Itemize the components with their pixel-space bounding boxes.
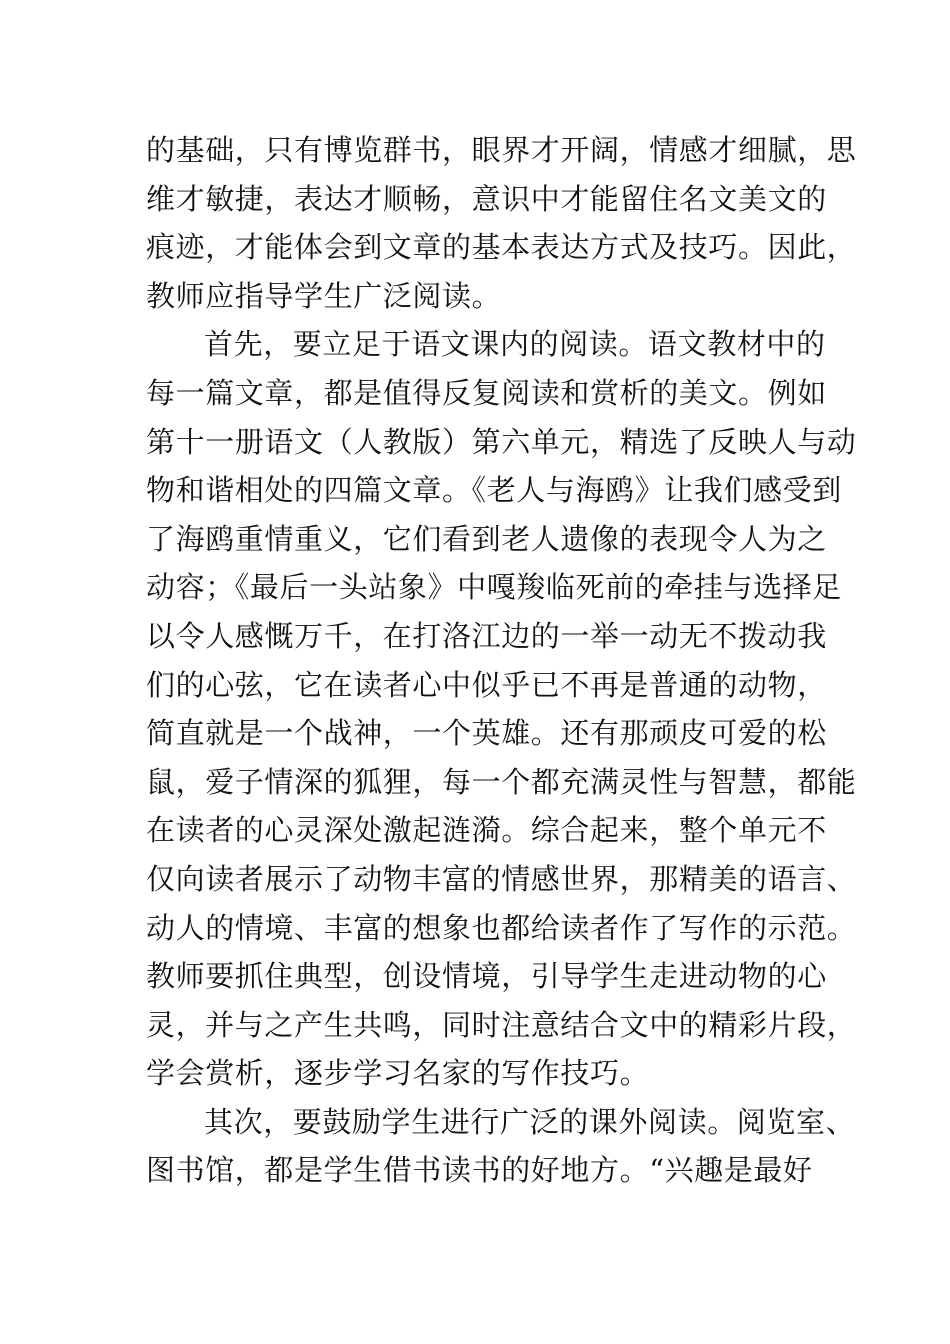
text-line: 以令人感慨万千，在打洛江边的一举一动无不拨动我 [146, 618, 827, 653]
text-line: 第十一册语文（人教版）第六单元，精选了反映人与动 [146, 424, 857, 459]
text-line: 维才敏捷，表达才顺畅，意识中才能留住名文美文的 [146, 181, 827, 216]
text-line: 教师应指导学生广泛阅读。 [146, 278, 502, 313]
body-text [146, 126, 857, 1195]
text-line: 简直就是一个战神，一个英雄。还有那顽皮可爱的松 [146, 716, 827, 751]
text-line: 动人的情境、丰富的想象也都给读者作了写作的示范。 [146, 910, 857, 945]
text-line: 每一篇文章，都是值得反复阅读和赏析的美文。例如 [146, 375, 827, 410]
text-line: 学会赏析，逐步学习名家的写作技巧。 [146, 1056, 650, 1091]
text-line: 灵，并与之产生共鸣，同时注意结合文中的精彩片段， [146, 1007, 857, 1042]
text-line: 其次，要鼓励学生进行广泛的课外阅读。阅览室、 [204, 1104, 856, 1139]
text-line: 的基础，只有博览群书，眼界才开阔，情感才细腻，思 [146, 133, 857, 167]
text-line: 鼠，爱子情深的狐狸，每一个都充满灵性与智慧，都能 [146, 764, 857, 799]
text-line: 们的心弦，它在读者心中似乎已不再是普通的动物， [146, 667, 827, 702]
text-line: 物和谐相处的四篇文章。《老人与海鸥》让我们感受到 [146, 473, 842, 508]
text-line: 教师要抓住典型，创设情境，引导学生走进动物的心 [146, 959, 827, 994]
text-line: 首先，要立足于语文课内的阅读。语文教材中的 [204, 327, 826, 362]
text-line: 仅向读者展示了动物丰富的情感世界，那精美的语言、 [146, 861, 857, 896]
text-line: 痕迹，才能体会到文章的基本表达方式及技巧。因此， [146, 230, 857, 265]
text-line: 在读者的心灵深处激起涟漪。综合起来，整个单元不 [146, 813, 827, 848]
text-line: 动容；《最后一头站象》中嘎羧临死前的牵挂与选择足 [146, 570, 842, 605]
text-line: 图书馆，都是学生借书读书的好地方。“兴趣是最好 [146, 1153, 813, 1188]
text-line: 了海鸥重情重义，它们看到老人遗像的表现令人为之 [146, 521, 827, 556]
